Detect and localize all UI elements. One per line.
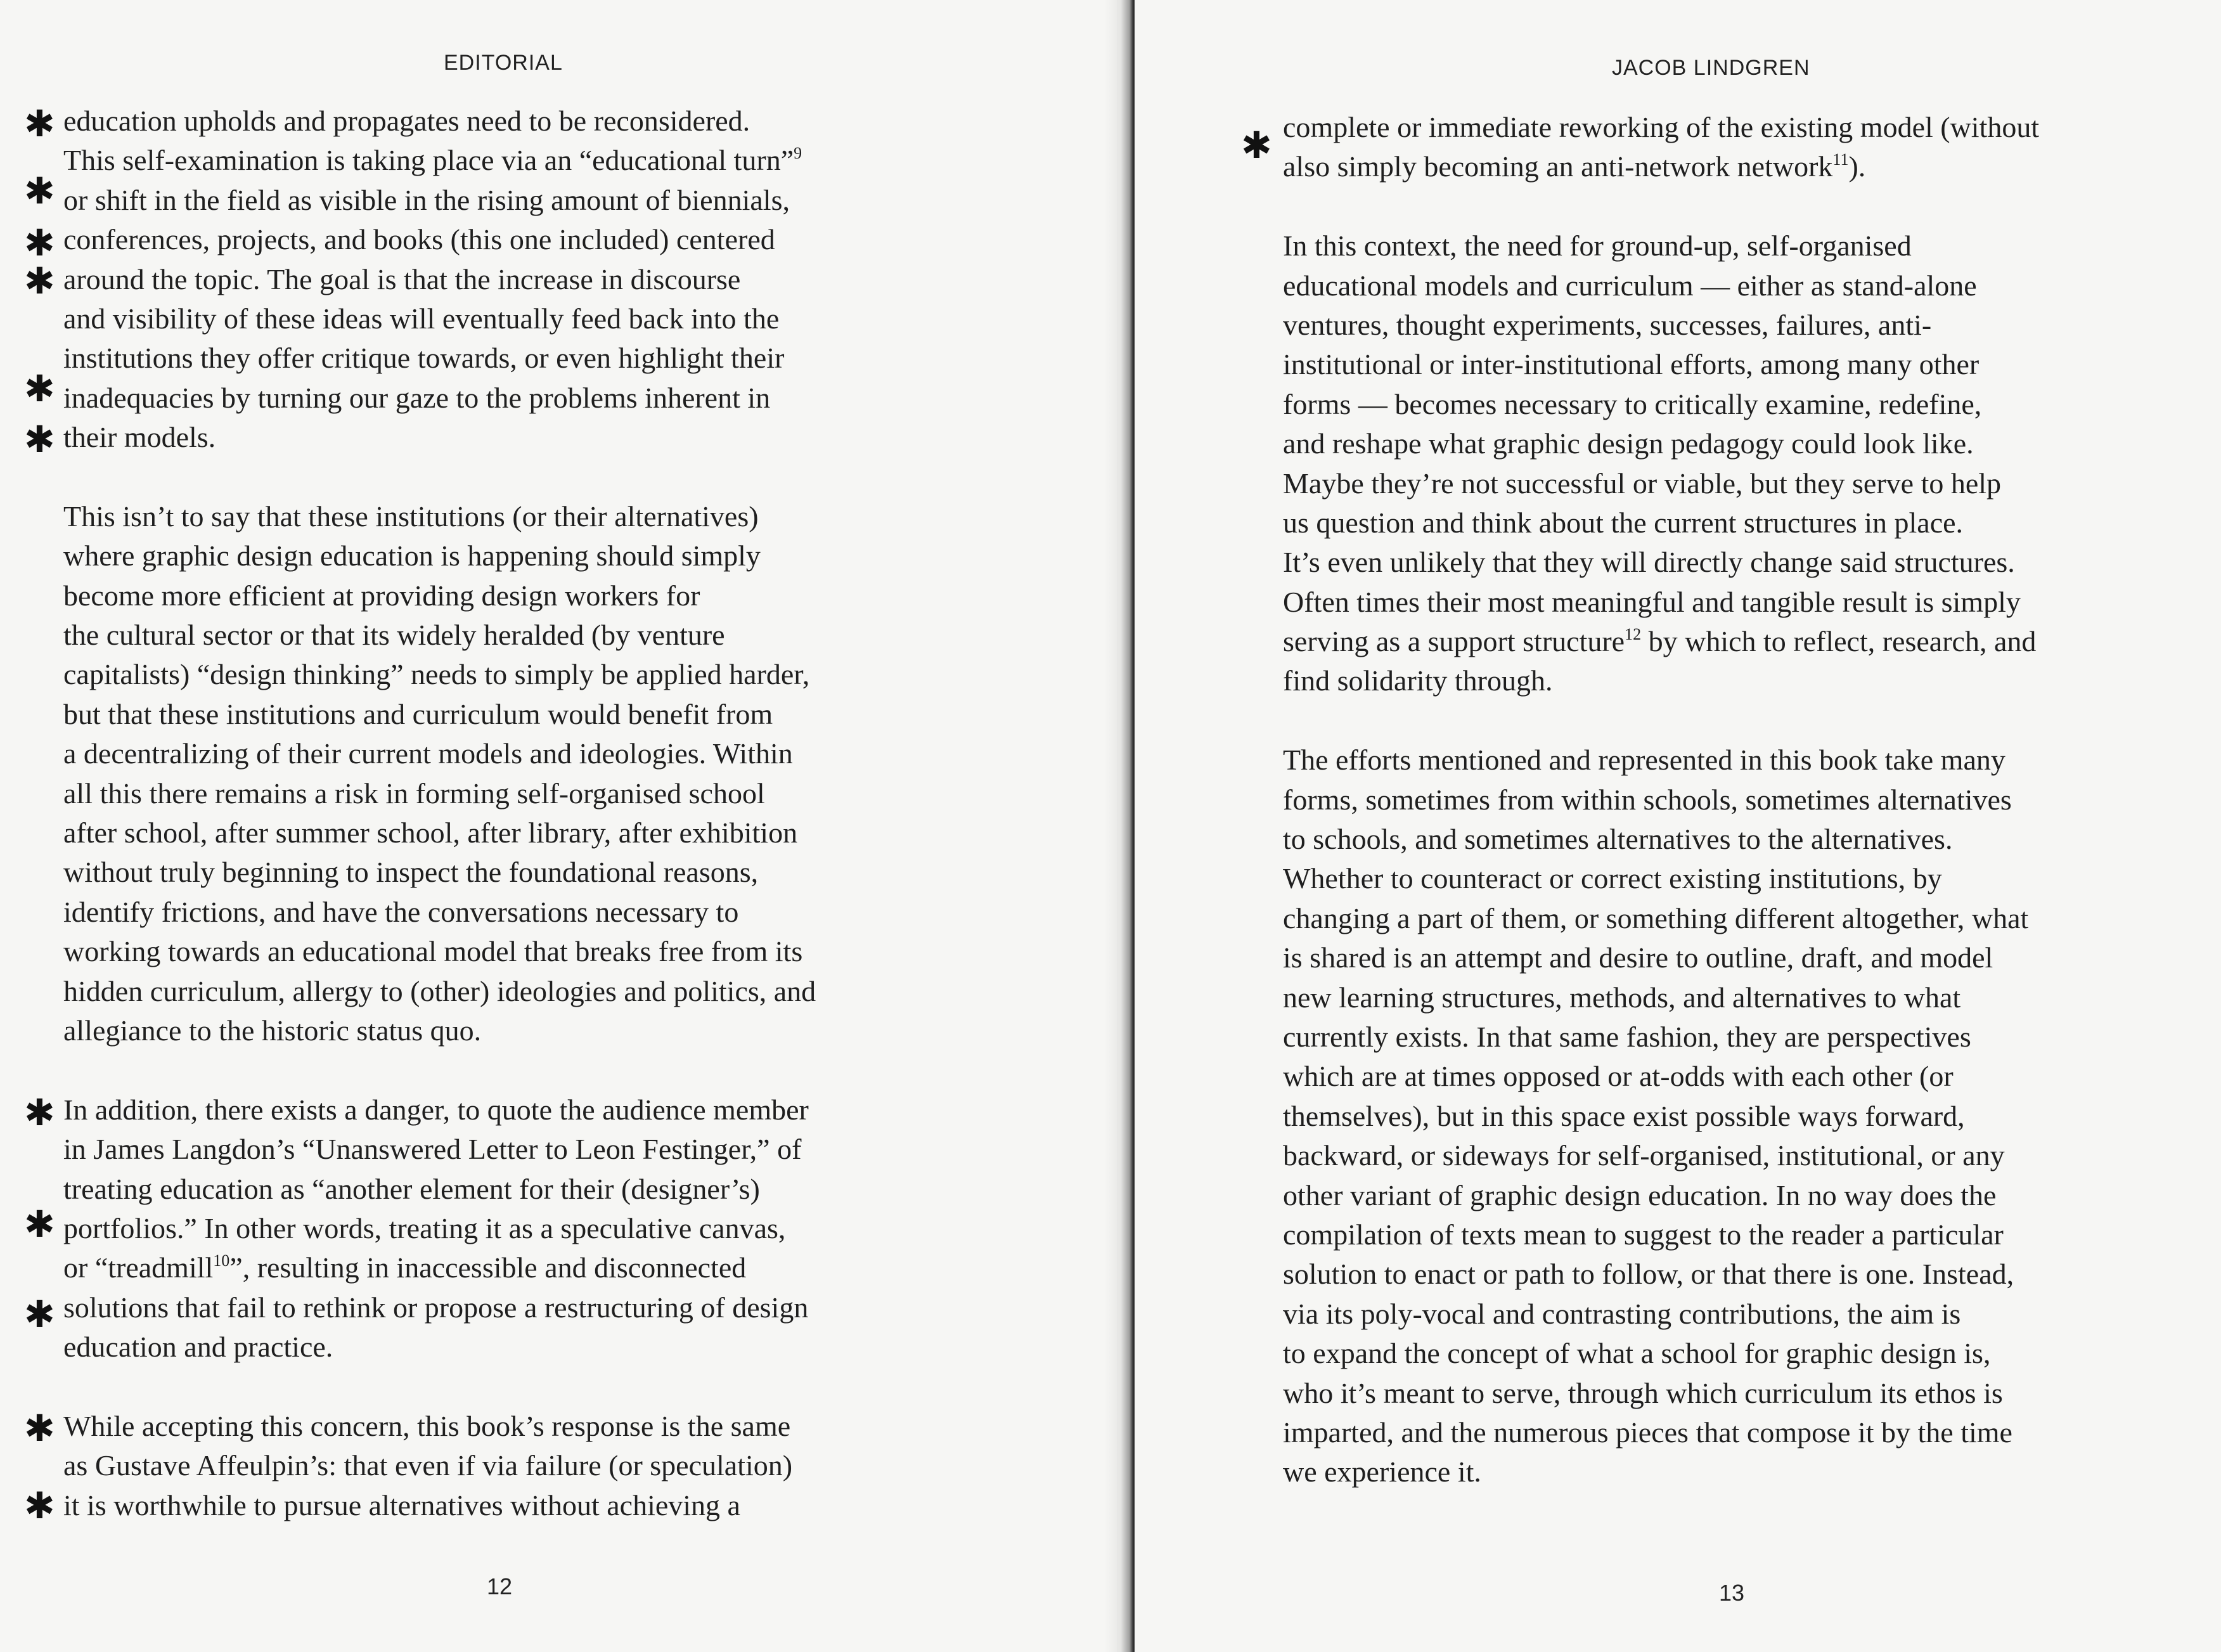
text-line: Whether to counteract or correct existing institutions, by <box>1283 862 1942 895</box>
text-line: and reshape what graphic design pedagogy could look like. <box>1283 427 1974 460</box>
asterisk-mark: ✱ <box>24 1484 55 1527</box>
text-line: and visibility of these ideas will eventually feed back into the <box>63 302 780 335</box>
asterisk-mark: ✱ <box>24 102 55 145</box>
text-line: which are at times opposed or at-odds with each other (or <box>1283 1060 1954 1093</box>
line-text: or “treadmill <box>63 1251 214 1284</box>
running-head-left: EDITORIAL <box>444 51 563 75</box>
line-text: by which to reflect, research, and <box>1641 625 2037 658</box>
line-text: also simply becoming an anti-network network <box>1283 150 1833 183</box>
text-line: backward, or sideways for self-organised, institutional, or any <box>1283 1139 2005 1172</box>
text-line: In addition, there exists a danger, to quote the audience member <box>63 1093 809 1126</box>
asterisk-mark: ✱ <box>1241 124 1272 167</box>
left-body-text <box>63 101 963 1525</box>
text-line: to expand the concept of what a school for graphic design is, <box>1283 1337 1991 1370</box>
running-head-right: JACOB LINDGREN <box>1612 56 1810 80</box>
text-line: education upholds and propagates need to be reconsidered. <box>63 105 750 137</box>
text-line: While accepting this concern, this book’s response is the same <box>63 1409 791 1442</box>
text-line: identify frictions, and have the conversations necessary to <box>63 895 739 928</box>
text-line: all this there remains a risk in forming self-organised school <box>63 777 765 810</box>
asterisk-mark: ✱ <box>24 259 55 302</box>
text-line: changing a part of them, or something different altogether, what <box>1283 901 2029 934</box>
page-number-right: 13 <box>1719 1580 1745 1606</box>
text-line: to schools, and sometimes alternatives to the alternatives. <box>1283 823 1953 856</box>
paragraph <box>1283 740 2183 1492</box>
asterisk-mark: ✱ <box>24 1293 55 1336</box>
text-line: This isn’t to say that these institutions (or their alternatives) <box>63 500 759 532</box>
text-line: around the topic. The goal is that the increase in discourse <box>63 262 741 295</box>
paragraph <box>63 1090 963 1367</box>
text-line: It’s even unlikely that they will directly change said structures. <box>1283 546 2015 579</box>
text-line: ventures, thought experiments, successes, failures, anti- <box>1283 308 1932 341</box>
text-line: as Gustave Affeulpin’s: that even if via failure (or speculation) <box>63 1449 793 1482</box>
text-line: new learning structures, methods, and alternatives to what <box>1283 981 1961 1014</box>
text-line: where graphic design education is happening should simply <box>63 539 761 572</box>
asterisk-mark: ✱ <box>24 1407 55 1450</box>
text-line: capitalists) “design thinking” needs to simply be applied harder, <box>63 658 810 691</box>
text-line: inadequacies by turning our gaze to the problems inherent in <box>63 381 771 414</box>
text-line: who it’s meant to serve, through which curriculum its ethos is <box>1283 1376 2003 1409</box>
text-line: conferences, projects, and books (this one included) centered <box>63 223 775 256</box>
text-line: education and practice. <box>63 1331 333 1364</box>
line-text: serving as a support structure <box>1283 625 1625 658</box>
text-line: the cultural sector or that its widely heralded (by venture <box>63 619 725 652</box>
line-text: ”, resulting in inaccessible and disconnected <box>229 1251 747 1284</box>
text-line: in James Langdon’s “Unanswered Letter to Leon Festinger,” of <box>63 1133 802 1166</box>
line-text: This self-examination is taking place via an “educational turn” <box>63 144 794 177</box>
text-line: solution to enact or path to follow, or that there is one. Instead, <box>1283 1258 2014 1291</box>
asterisk-mark: ✱ <box>24 367 55 410</box>
paragraph <box>1283 108 2183 187</box>
text-line: institutional or inter-institutional efforts, among many other <box>1283 348 1980 381</box>
text-line <box>63 1248 963 1287</box>
text-line: a decentralizing of their current models and ideologies. Within <box>63 737 793 770</box>
page-number-left: 12 <box>487 1573 513 1599</box>
text-line: treating education as “another element for their (designer’s) <box>63 1172 760 1205</box>
text-line: via its poly-vocal and contrasting contributions, the aim is <box>1283 1297 1961 1330</box>
paragraph <box>1283 226 2183 701</box>
text-line: themselves), but in this space exist possible ways forward, <box>1283 1099 1965 1132</box>
text-line: Maybe they’re not successful or viable, but they serve to help <box>1283 467 2002 500</box>
text-line: educational models and curriculum — either as stand-alone <box>1283 269 1977 302</box>
text-line: allegiance to the historic status quo. <box>63 1014 482 1047</box>
text-line: Often times their most meaningful and tangible result is simply <box>1283 585 2021 618</box>
footnote-ref: 10 <box>213 1251 230 1270</box>
text-line: we experience it. <box>1283 1455 1481 1488</box>
text-line <box>1283 622 2183 661</box>
text-line: forms, sometimes from within schools, sometimes alternatives <box>1283 783 2012 816</box>
text-line: working towards an educational model that breaks free from its <box>63 935 803 968</box>
text-line <box>1283 147 2183 186</box>
text-line: find solidarity through. <box>1283 664 1553 697</box>
text-line: is shared is an attempt and desire to outline, draft, and model <box>1283 941 1993 974</box>
asterisk-mark: ✱ <box>24 1091 55 1134</box>
text-line: institutions they offer critique towards, or even highlight their <box>63 342 785 375</box>
text-line: it is worthwhile to pursue alternatives without achieving a <box>63 1488 740 1521</box>
asterisk-mark: ✱ <box>24 1203 55 1246</box>
text-line: hidden curriculum, allergy to (other) ideologies and politics, and <box>63 974 816 1007</box>
footnote-ref: 9 <box>794 144 802 163</box>
paragraph <box>63 497 963 1050</box>
text-line: their models. <box>63 421 216 454</box>
paragraph <box>63 101 963 458</box>
footnote-ref: 12 <box>1625 625 1642 644</box>
text-line: but that these institutions and curriculum would benefit from <box>63 697 773 730</box>
text-line <box>63 141 963 180</box>
text-line: after school, after summer school, after library, after exhibition <box>63 816 798 849</box>
asterisk-mark: ✱ <box>24 418 55 461</box>
text-line: portfolios.” In other words, treating it as a speculative canvas, <box>63 1211 786 1244</box>
text-line: without truly beginning to inspect the foundational reasons, <box>63 856 759 889</box>
text-line: compilation of texts mean to suggest to the reader a particular <box>1283 1218 2004 1251</box>
text-line: or shift in the field as visible in the rising amount of biennials, <box>63 183 790 216</box>
line-text: ). <box>1848 150 1866 183</box>
right-body-text <box>1283 108 2183 1492</box>
text-line: currently exists. In that same fashion, they are perspectives <box>1283 1020 1971 1053</box>
text-line: us question and think about the current structures in place. <box>1283 506 1964 539</box>
text-line: complete or immediate reworking of the existing model (without <box>1283 111 2040 143</box>
footnote-ref: 11 <box>1832 150 1849 169</box>
paragraph <box>63 1407 963 1525</box>
text-line: imparted, and the numerous pieces that compose it by the time <box>1283 1416 2012 1449</box>
text-line: solutions that fail to rethink or propose a restructuring of design <box>63 1291 809 1324</box>
text-line: In this context, the need for ground-up, self-organised <box>1283 229 1912 262</box>
asterisk-mark: ✱ <box>24 221 55 264</box>
text-line: become more efficient at providing design workers for <box>63 579 700 612</box>
asterisk-mark: ✱ <box>24 169 55 212</box>
text-line: forms — becomes necessary to critically examine, redefine, <box>1283 387 1982 420</box>
text-line: other variant of graphic design education. In no way does the <box>1283 1178 1997 1211</box>
text-line: The efforts mentioned and represented in this book take many <box>1283 744 2005 777</box>
